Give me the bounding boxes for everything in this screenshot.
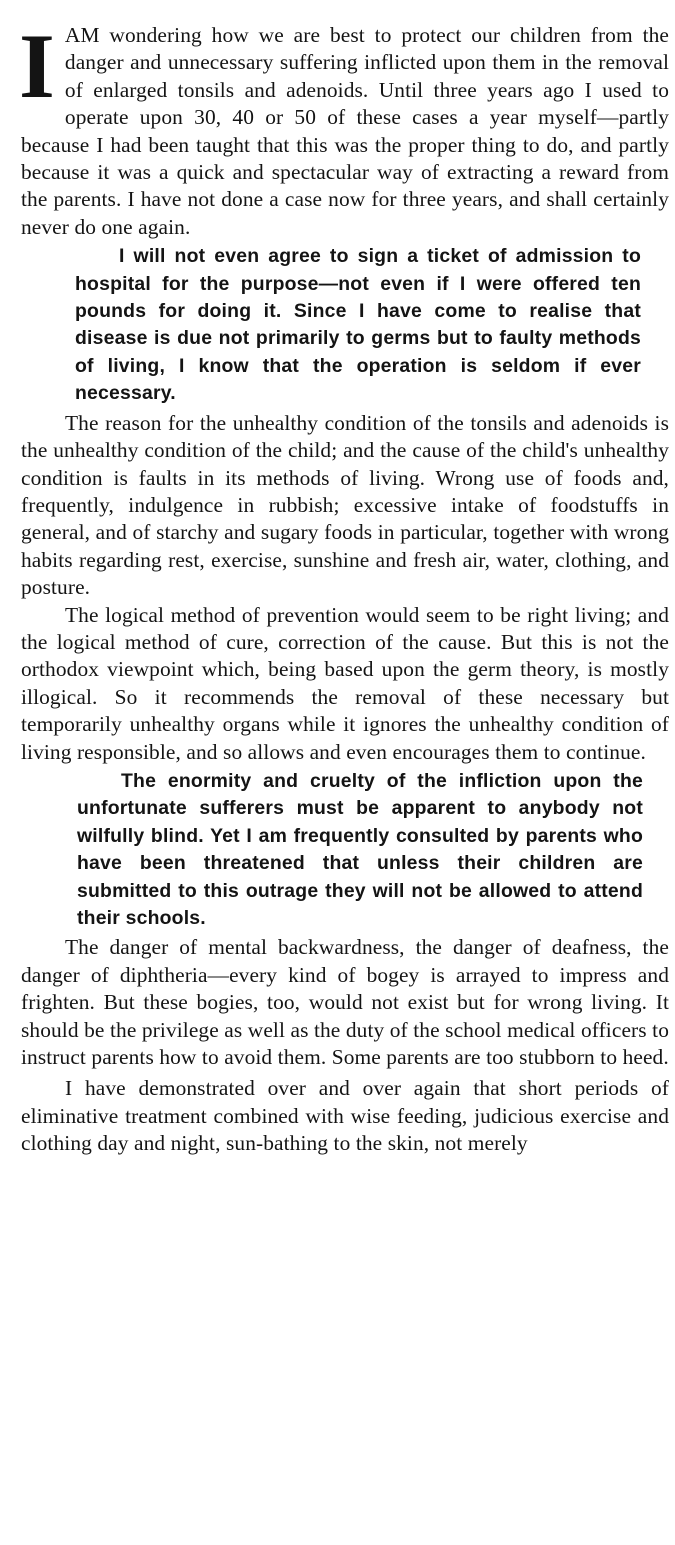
- bold-callout-1: I will not even agree to sign a ticket of admission to hospital for the purpose—not even if I were offered ten pounds for doing it. Since I have come to realise that disease is due not primarily to germs but to faulty methods of living, I know that the operation is seldom if ever necessary.: [75, 245, 641, 405]
- article-column: [19, 15, 669, 1158]
- drop-cap: I: [19, 15, 55, 117]
- paragraph-3: The logical method of prevention would seem to be right living; and the logical method of cure, correction of the cause. But this is not the orthodox viewpoint which, being based upon the germ theory, is mostly illogical. So it recommends the removal of these necessary but temporarily unhealthy organs while it ignores the unhealthy condition of living responsible, and so allows and even encourages them to continue.: [21, 602, 669, 764]
- paragraph-5: I have demonstrated over and over again that short periods of eliminative treatment combined with wise feeding, judicious exercise and clothing day and night, sun-bathing to the skin, not merely: [21, 1076, 669, 1156]
- bold-callout-2: The enormity and cruelty of the infliction upon the unfortunate sufferers must be apparent to anybody not wilfully blind. Yet I am frequently consulted by parents who have been threatened that unless their children are submitted to this outrage they will not be allowed to attend their schools.: [77, 769, 643, 929]
- paragraph-4: The danger of mental backwardness, the danger of deafness, the danger of diphtheria—every kind of bogey is arrayed to impress and frighten. But these bogies, too, would not exist but for wrong living. It should be the privilege as well as the duty of the school medical officers to instruct parents how to avoid them. Some parents are too stubborn to heed.: [21, 935, 669, 1070]
- paragraph-2: The reason for the unhealthy condition of the tonsils and adenoids is the unhealthy condition of the child; and the cause of the child's unhealthy condition is faults in its methods of living. Wrong use of foods and, frequently, indulgence in rubbish; excessive intake of foodstuffs in general, and of starchy and sugary foods in particular, together with wrong habits regarding rest, exercise, sunshine and fresh air, water, clothing, and posture.: [21, 410, 669, 600]
- paragraph-1: [19, 15, 669, 241]
- paragraph-1-text: AM wondering how we are best to protect our children from the danger and unnecessary suffering inflicted upon them in the removal of enlarged tonsils and adenoids. Until three years ago I used to operate upon 30, 40 or 50 of these cases a year myself—partly because I had been taught that this was the proper thing to do, and partly because it was a quick and spectacular way of extracting a reward from the parents. I have not done a case now for three years, and shall certainly never do one again.: [21, 23, 669, 239]
